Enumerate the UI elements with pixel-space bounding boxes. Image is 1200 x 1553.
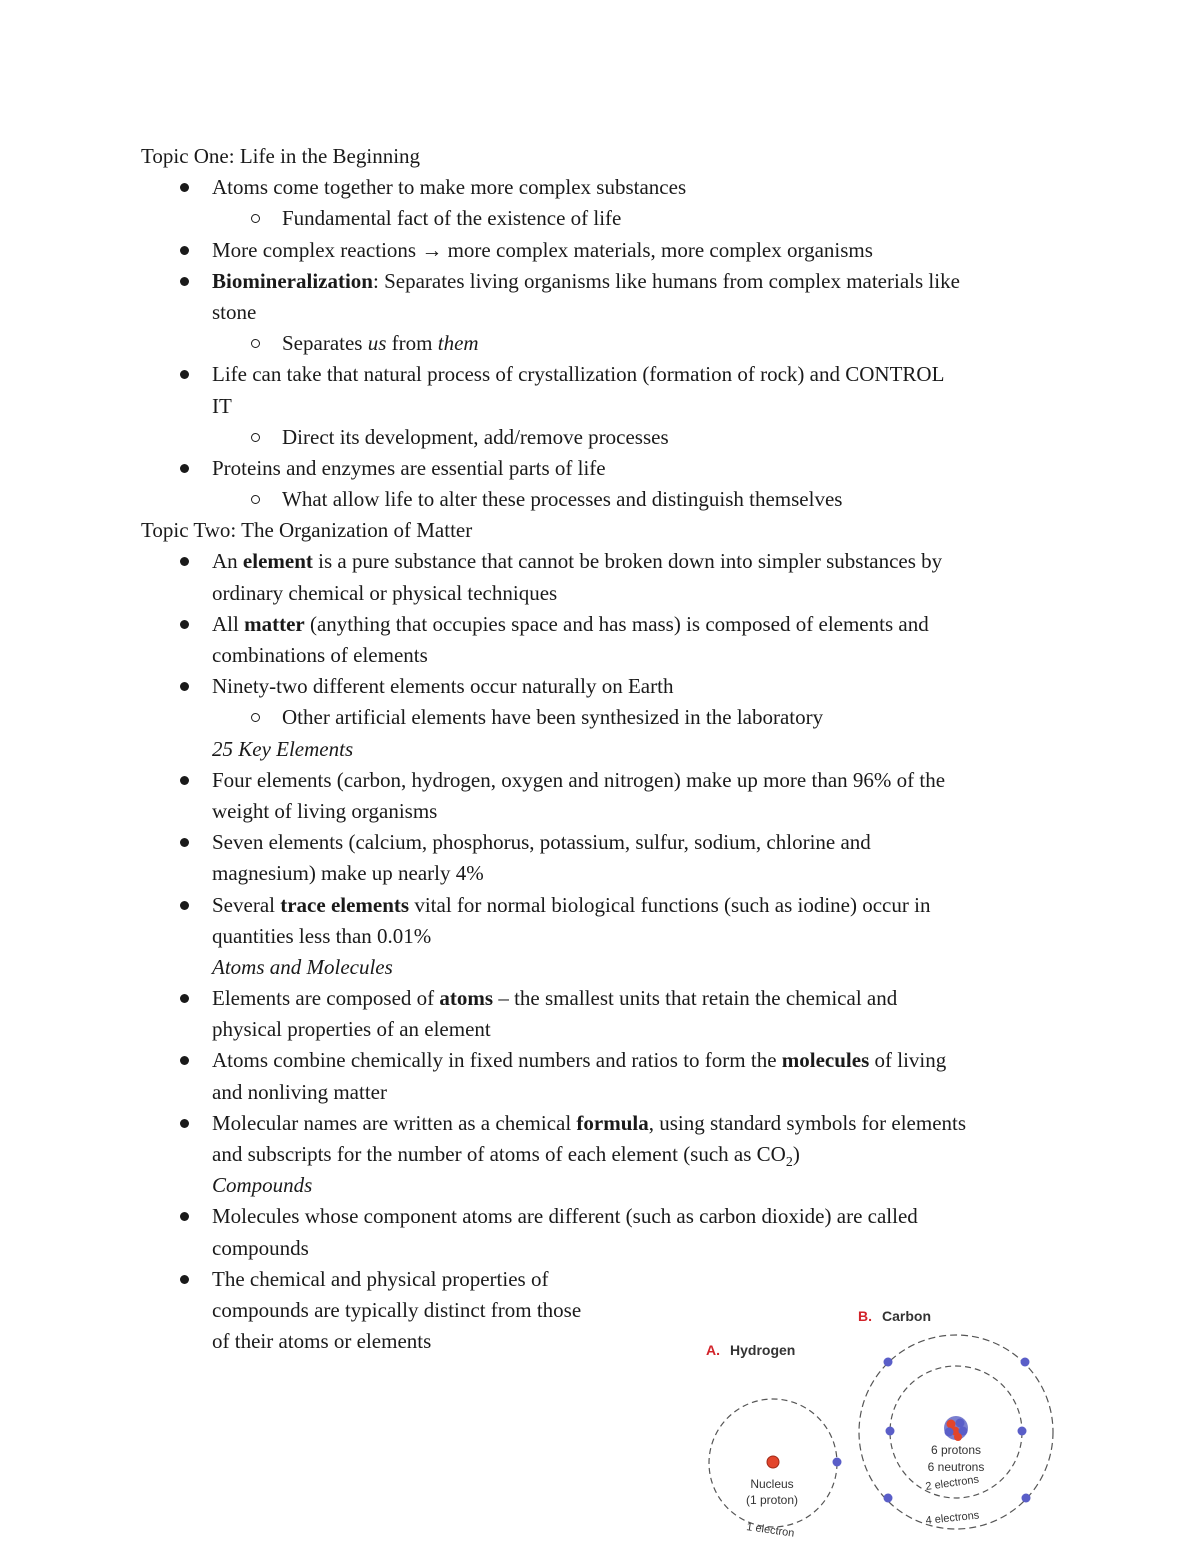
list-item-continuation: combinations of elements: [212, 643, 428, 667]
list-item: An element is a pure substance that cannot be broken down into simpler substances by: [141, 546, 1071, 577]
bullet-icon: [180, 838, 189, 847]
bullet-icon: [180, 1119, 189, 1128]
list-item: All matter (anything that occupies space and has mass) is composed of elements and: [141, 609, 1071, 640]
circle-bullet-icon: [251, 713, 260, 722]
bullet-icon: [180, 1212, 189, 1221]
list-item-continuation: and subscripts for the number of atoms of each element (such as $CO_2$): [212, 1142, 800, 1171]
label-b-letter: B.: [858, 1308, 872, 1324]
subheading-atoms-molecules: Atoms and Molecules: [212, 954, 393, 979]
bullet-icon: [180, 183, 189, 192]
list-item: Direct its development, add/remove processes: [141, 422, 1071, 453]
bullet-icon: [180, 277, 189, 286]
label-six-protons: 6 protons: [930, 1443, 982, 1457]
list-item: Fundamental fact of the existence of life: [141, 203, 1071, 234]
list-item-continuation: ordinary chemical or physical techniques: [212, 580, 558, 605]
label-six-neutrons: 6 neutrons: [927, 1460, 985, 1474]
circle-bullet-icon: [251, 433, 260, 442]
bullet-icon: [180, 557, 189, 566]
list-item: Ninety-two different elements occur naturally on Earth: [141, 671, 1071, 702]
hydrogen-electron: [833, 1458, 842, 1467]
label-four-electrons: 4 electrons: [925, 1509, 980, 1527]
label-nucleus: Nucleus: [750, 1477, 794, 1491]
bullet-icon: [180, 682, 189, 691]
list-item: Atoms come together to make more complex substances: [141, 172, 1071, 203]
list-item-continuation: quantities less than 0.01%: [212, 923, 432, 948]
list-item: Several trace elements vital for normal biological functions (such as iodine) occur in: [141, 890, 1071, 921]
notes-page: [141, 141, 1071, 1357]
bullet-icon: [180, 901, 189, 910]
carbon-outer-electron: [884, 1358, 893, 1367]
list-item: Four elements (carbon, hydrogen, oxygen and nitrogen) make up more than 96% of the: [141, 765, 1071, 796]
label-a-letter: A.: [706, 1342, 720, 1358]
bullet-icon: [180, 776, 189, 785]
bullet-icon: [180, 370, 189, 379]
list-item-continuation: compounds: [212, 1235, 309, 1260]
list-item-continuation: compounds are typically distinct from those: [212, 1297, 582, 1322]
bullet-icon: [180, 464, 189, 473]
label-one-proton: (1 proton): [745, 1493, 799, 1507]
label-one-electron: 1 electron: [745, 1521, 796, 1540]
list-item: Molecules whose component atoms are different (such as carbon dioxide) are called: [141, 1201, 1071, 1232]
subheading-compounds: Compounds: [212, 1173, 313, 1198]
carbon-inner-electron: [886, 1427, 895, 1436]
bullet-icon: [180, 246, 189, 255]
list-item: Separates us from them: [141, 328, 1071, 359]
carbon-inner-electron: [1018, 1427, 1027, 1436]
list-item: Atoms combine chemically in fixed numbers and ratios to form the molecules of living: [141, 1045, 1071, 1076]
term-biomineralization: Biomineralization: [212, 268, 373, 293]
topic-two-heading: Topic Two: The Organization of Matter: [141, 518, 473, 543]
circle-bullet-icon: [251, 495, 260, 504]
list-item: Molecular names are written as a chemical formula, using standard symbols for elements: [141, 1108, 1071, 1139]
list-item-continuation: magnesium) make up nearly 4%: [212, 861, 484, 886]
label-carbon: Carbon: [882, 1308, 931, 1324]
label-two-electrons: 2 electrons: [924, 1473, 980, 1493]
list-item-continuation: weight of living organisms: [212, 798, 438, 823]
list-item: Proteins and enzymes are essential parts of life: [141, 453, 1071, 484]
list-item: Other artificial elements have been synthesized in the laboratory: [141, 702, 1071, 733]
list-item: Biomineralization: Separates living organisms like humans from complex materials like: [141, 266, 1071, 297]
list-item-continuation: of their atoms or elements: [212, 1329, 432, 1354]
bullet-icon: [180, 1275, 189, 1284]
list-item: Seven elements (calcium, phosphorus, potassium, sulfur, sodium, chlorine and: [141, 827, 1071, 858]
list-item: Life can take that natural process of crystallization (formation of rock) and CONTROL: [141, 359, 1071, 390]
topic-one-heading: Topic One: Life in the Beginning: [141, 144, 421, 168]
subheading-key-elements: 25 Key Elements: [212, 736, 354, 761]
list-item-continuation: stone: [212, 299, 257, 324]
bullet-icon: [180, 1056, 189, 1065]
bullet-icon: [180, 620, 189, 629]
list-item: What allow life to alter these processes and distinguish themselves: [141, 484, 1071, 515]
list-item: More complex reactions → more complex materials, more complex organisms: [141, 235, 1071, 266]
list-item-continuation: IT: [212, 393, 232, 418]
list-item: The chemical and physical properties of: [141, 1264, 1071, 1295]
list-item-continuation: physical properties of an element: [212, 1017, 491, 1042]
label-hydrogen: Hydrogen: [730, 1342, 796, 1358]
hydrogen-nucleus: [767, 1456, 779, 1468]
bullet-icon: [180, 994, 189, 1003]
circle-bullet-icon: [251, 214, 260, 223]
circle-bullet-icon: [251, 339, 260, 348]
atom-diagram-figure: [700, 1300, 1065, 1545]
carbon-outer-electron: [1022, 1494, 1031, 1503]
list-item-continuation: and nonliving matter: [212, 1079, 387, 1104]
carbon-nucleus: [944, 1416, 968, 1441]
list-item: Elements are composed of atoms – the smallest units that retain the chemical and: [141, 983, 1071, 1014]
carbon-outer-electron: [1021, 1358, 1030, 1367]
carbon-outer-electron: [884, 1494, 893, 1503]
